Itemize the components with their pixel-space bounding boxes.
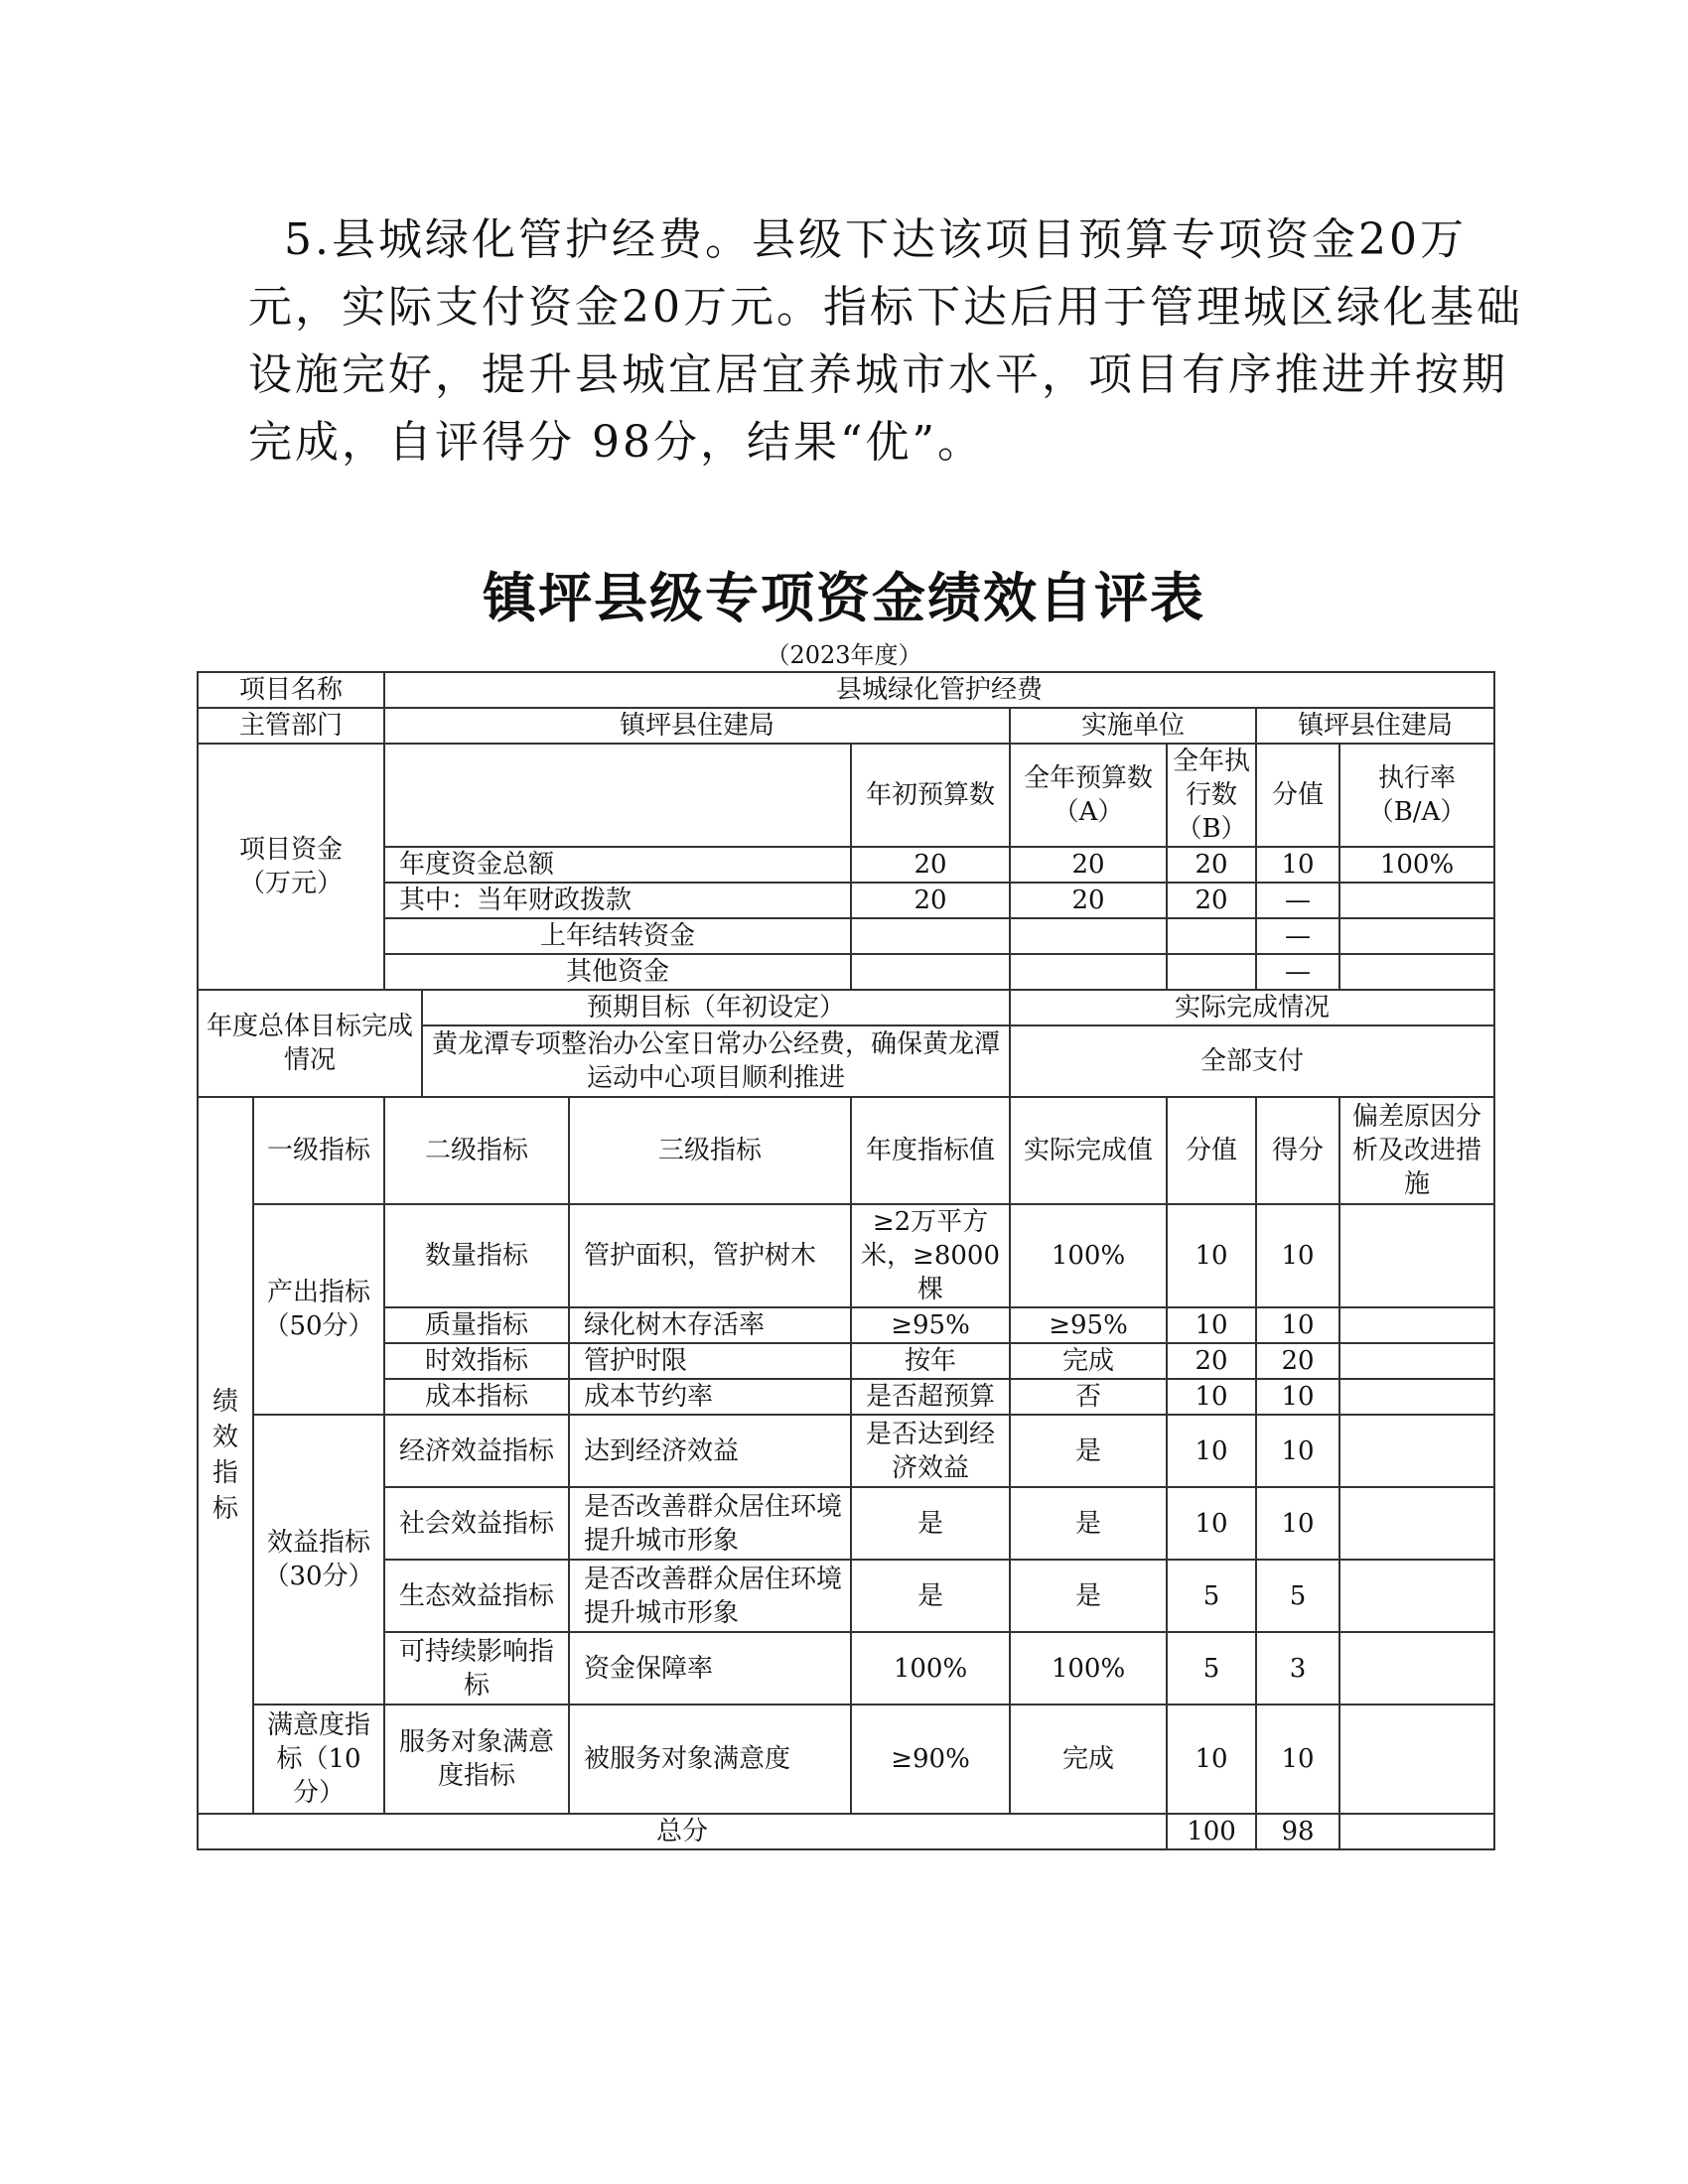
level2-cell: 生态效益指标 (384, 1560, 569, 1632)
table-row (198, 1560, 1494, 1632)
actual-cell: 否 (1010, 1379, 1167, 1415)
level3-cell: 是否改善群众居住环境提升城市形象 (569, 1487, 851, 1560)
cell: 20 (1010, 883, 1167, 918)
score-cell: 10 (1256, 1307, 1339, 1343)
cell (1339, 918, 1494, 954)
level3-cell: 达到经济效益 (569, 1415, 851, 1487)
col-header: 三级指标 (569, 1097, 851, 1204)
score-value-cell: 10 (1167, 1379, 1256, 1415)
actual-cell: 是 (1010, 1487, 1167, 1560)
score-value-cell: 20 (1167, 1343, 1256, 1379)
col-header: 实际完成值 (1010, 1097, 1167, 1204)
table-row (198, 1487, 1494, 1560)
actual-label: 实际完成情况 (1010, 990, 1494, 1025)
score-value-cell: 5 (1167, 1560, 1256, 1632)
level3-cell: 成本节约率 (569, 1379, 851, 1415)
impl-label: 实施单位 (1010, 708, 1256, 744)
deviation-cell (1339, 1343, 1494, 1379)
score-cell: 10 (1256, 1487, 1339, 1560)
col-header: 年度指标值 (851, 1097, 1010, 1204)
intro-paragraph (248, 206, 1523, 477)
actual-cell: ≥95% (1010, 1307, 1167, 1343)
table-row (198, 990, 1494, 1025)
col-header: 二级指标 (384, 1097, 569, 1204)
level2-cell: 成本指标 (384, 1379, 569, 1415)
cell: 20 (1167, 883, 1256, 918)
level2-cell: 经济效益指标 (384, 1415, 569, 1487)
project-name-label: 项目名称 (198, 672, 384, 708)
level2-cell: 时效指标 (384, 1343, 569, 1379)
cell (1339, 954, 1494, 990)
indicators-side-text: 绩效指标 (211, 1387, 238, 1524)
table-row (198, 918, 1494, 954)
expected-label: 预期目标（年初设定） (422, 990, 1010, 1025)
score-value-cell: 10 (1167, 1487, 1256, 1560)
dept-label: 主管部门 (198, 708, 384, 744)
score-value-cell: 5 (1167, 1632, 1256, 1705)
evaluation-table (197, 671, 1495, 1850)
actual-cell: 完成 (1010, 1705, 1167, 1814)
level3-cell: 资金保障率 (569, 1632, 851, 1705)
level3-cell: 管护面积，管护树木 (569, 1204, 851, 1307)
score-cell: 10 (1256, 1415, 1339, 1487)
table-row (198, 1379, 1494, 1415)
cell (1339, 883, 1494, 918)
fund-row-name: 年度资金总额 (384, 847, 851, 883)
level3-cell: 管护时限 (569, 1343, 851, 1379)
score-cell: 3 (1256, 1632, 1339, 1705)
cell: — (1256, 883, 1339, 918)
table-row (198, 708, 1494, 744)
score-cell: 10 (1256, 1379, 1339, 1415)
cell (1167, 918, 1256, 954)
total-score-value: 100 (1167, 1814, 1256, 1849)
score-cell: 20 (1256, 1343, 1339, 1379)
cell: 20 (1010, 847, 1167, 883)
table-row (198, 1343, 1494, 1379)
cell (1010, 918, 1167, 954)
score-value-cell: 10 (1167, 1705, 1256, 1814)
table-row (198, 883, 1494, 918)
score-cell: 10 (1256, 1204, 1339, 1307)
target-cell: ≥90% (851, 1705, 1010, 1814)
level2-cell: 质量指标 (384, 1307, 569, 1343)
cell: 20 (1167, 847, 1256, 883)
col-header: 全年预算数（A） (1010, 744, 1167, 847)
cell (1010, 954, 1167, 990)
table-title: 镇坪县级专项资金绩效自评表 (483, 567, 1205, 629)
table-row (198, 954, 1494, 990)
table-row (198, 1204, 1494, 1307)
deviation-cell (1339, 1307, 1494, 1343)
cell (1167, 954, 1256, 990)
cell: 10 (1256, 847, 1339, 883)
cell (851, 954, 1010, 990)
level2-cell: 社会效益指标 (384, 1487, 569, 1560)
deviation-cell (1339, 1632, 1494, 1705)
table-row (198, 1814, 1494, 1849)
total-label: 总分 (198, 1814, 1167, 1849)
target-cell: ≥2万平方米，≥8000棵 (851, 1204, 1010, 1307)
fund-row-name: 上年结转资金 (384, 918, 851, 954)
actual-cell: 100% (1010, 1204, 1167, 1307)
actual-cell: 是 (1010, 1560, 1167, 1632)
cell: — (1256, 954, 1339, 990)
group-output: 产出指标（50分） (253, 1204, 384, 1415)
table-row (198, 1415, 1494, 1487)
score-value-cell: 10 (1167, 1204, 1256, 1307)
table-row (198, 1705, 1494, 1814)
expected-goal: 黄龙潭专项整治办公室日常办公经费，确保黄龙潭运动中心项目顺利推进 (422, 1025, 1010, 1097)
target-cell: 是 (851, 1487, 1010, 1560)
score-cell: 10 (1256, 1705, 1339, 1814)
score-value-cell: 10 (1167, 1307, 1256, 1343)
table-row (198, 1307, 1494, 1343)
deviation-cell (1339, 1415, 1494, 1487)
score-value-cell: 10 (1167, 1415, 1256, 1487)
col-header: 得分 (1256, 1097, 1339, 1204)
total-score: 98 (1256, 1814, 1339, 1849)
paragraph-line: 5.县城绿化管护经费。县级下达该项目预算专项资金20万 (284, 214, 1467, 265)
col-header: 分值 (1256, 744, 1339, 847)
col-header: 年初预算数 (851, 744, 1010, 847)
level2-cell: 数量指标 (384, 1204, 569, 1307)
fund-row-name: 其中：当年财政拨款 (384, 883, 851, 918)
total-deviation (1339, 1814, 1494, 1849)
paragraph-line: 设施完好，提升县城宜居宜养城市水平，项目有序推进并按期 (248, 349, 1508, 400)
cell: 100% (1339, 847, 1494, 883)
deviation-cell (1339, 1705, 1494, 1814)
deviation-cell (1339, 1204, 1494, 1307)
cell: — (1256, 918, 1339, 954)
target-cell: 是否达到经济效益 (851, 1415, 1010, 1487)
target-cell: 100% (851, 1632, 1010, 1705)
cell (851, 918, 1010, 954)
paragraph-line: 完成，自评得分 98分，结果“优”。 (248, 417, 984, 468)
actual-result: 全部支付 (1010, 1025, 1494, 1097)
cell: 20 (851, 883, 1010, 918)
col-header: 全年执行数（B） (1167, 744, 1256, 847)
actual-cell: 是 (1010, 1415, 1167, 1487)
funds-corner (384, 744, 851, 847)
deviation-cell (1339, 1487, 1494, 1560)
level3-cell: 是否改善群众居住环境提升城市形象 (569, 1560, 851, 1632)
col-header: 一级指标 (253, 1097, 384, 1204)
deviation-cell (1339, 1560, 1494, 1632)
table-row (198, 1632, 1494, 1705)
group-satisfaction: 满意度指标（10分） (253, 1705, 384, 1814)
col-header: 执行率（B/A） (1339, 744, 1494, 847)
target-cell: 是否超预算 (851, 1379, 1010, 1415)
col-header: 分值 (1167, 1097, 1256, 1204)
funds-label-line: （万元） (239, 869, 344, 898)
deviation-cell (1339, 1379, 1494, 1415)
table-row (198, 744, 1494, 847)
actual-cell: 100% (1010, 1632, 1167, 1705)
level3-cell: 绿化树木存活率 (569, 1307, 851, 1343)
level3-cell: 被服务对象满意度 (569, 1705, 851, 1814)
impl-value: 镇坪县住建局 (1256, 708, 1494, 744)
target-cell: 按年 (851, 1343, 1010, 1379)
paragraph-line: 元，实际支付资金20万元。指标下达后用于管理城区绿化基础 (248, 282, 1523, 333)
indicators-side-label (198, 1097, 253, 1814)
table-row (198, 847, 1494, 883)
score-cell: 5 (1256, 1560, 1339, 1632)
project-name: 县城绿化管护经费 (384, 672, 1494, 708)
year-label: （2023年度） (766, 641, 922, 669)
table-row (198, 1097, 1494, 1204)
group-benefit: 效益指标（30分） (253, 1415, 384, 1705)
fund-row-name: 其他资金 (384, 954, 851, 990)
goals-label: 年度总体目标完成情况 (198, 990, 422, 1097)
dept-value: 镇坪县住建局 (384, 708, 1010, 744)
target-cell: ≥95% (851, 1307, 1010, 1343)
actual-cell: 完成 (1010, 1343, 1167, 1379)
target-cell: 是 (851, 1560, 1010, 1632)
cell: 20 (851, 847, 1010, 883)
funds-label-line: 项目资金 (239, 835, 344, 865)
level2-cell: 可持续影响指标 (384, 1632, 569, 1705)
table-row (198, 672, 1494, 708)
col-header: 偏差原因分析及改进措施 (1339, 1097, 1494, 1204)
funds-label (198, 744, 384, 990)
level2-cell: 服务对象满意度指标 (384, 1705, 569, 1814)
